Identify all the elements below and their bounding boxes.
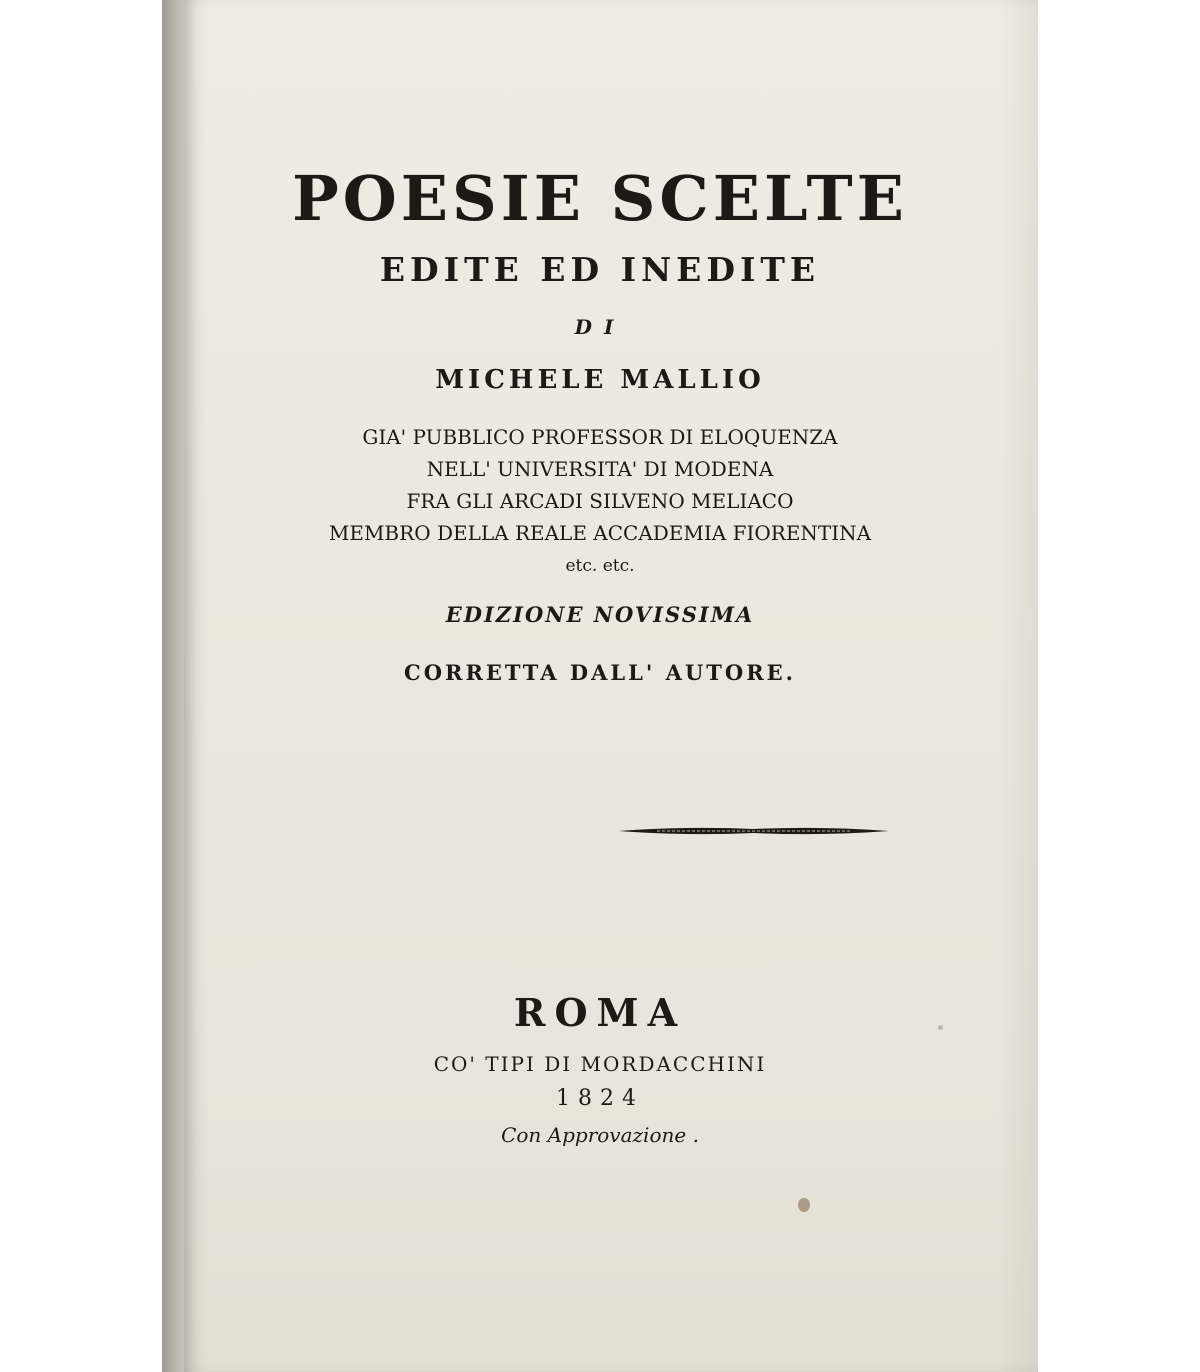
ink-spot bbox=[798, 1198, 810, 1212]
correction-line: CORRETTA DALL' AUTORE. bbox=[404, 660, 796, 685]
credential-line: GIA' PUBBLICO PROFESSOR DI ELOQUENZA bbox=[362, 425, 838, 449]
imprint-year: 1824 bbox=[556, 1086, 644, 1111]
by-line: DI bbox=[574, 315, 626, 339]
book-photo bbox=[162, 0, 1038, 1372]
credential-line: MEMBRO DELLA REALE ACCADEMIA FIORENTINA bbox=[328, 521, 872, 545]
credential-line: NELL' UNIVERSITA' DI MODENA bbox=[426, 457, 774, 481]
book-title: POESIE SCELTE bbox=[292, 162, 908, 235]
book-subtitle: EDITE ED INEDITE bbox=[379, 250, 821, 289]
credential-line: FRA GLI ARCADI SILVENO MELIACO bbox=[406, 489, 794, 513]
ornamental-rule bbox=[617, 826, 891, 836]
imprint-printer: CO' TIPI DI MORDACCHINI bbox=[433, 1052, 767, 1076]
edition-line: EDIZIONE NOVISSIMA bbox=[445, 602, 755, 627]
imprint-approval: Con Approvazione . bbox=[501, 1123, 699, 1147]
author-name: MICHELE MALLIO bbox=[435, 365, 765, 395]
imprint-place: ROMA bbox=[513, 990, 687, 1035]
etc-line: etc. etc. bbox=[565, 556, 635, 576]
ink-spot bbox=[938, 1025, 943, 1030]
